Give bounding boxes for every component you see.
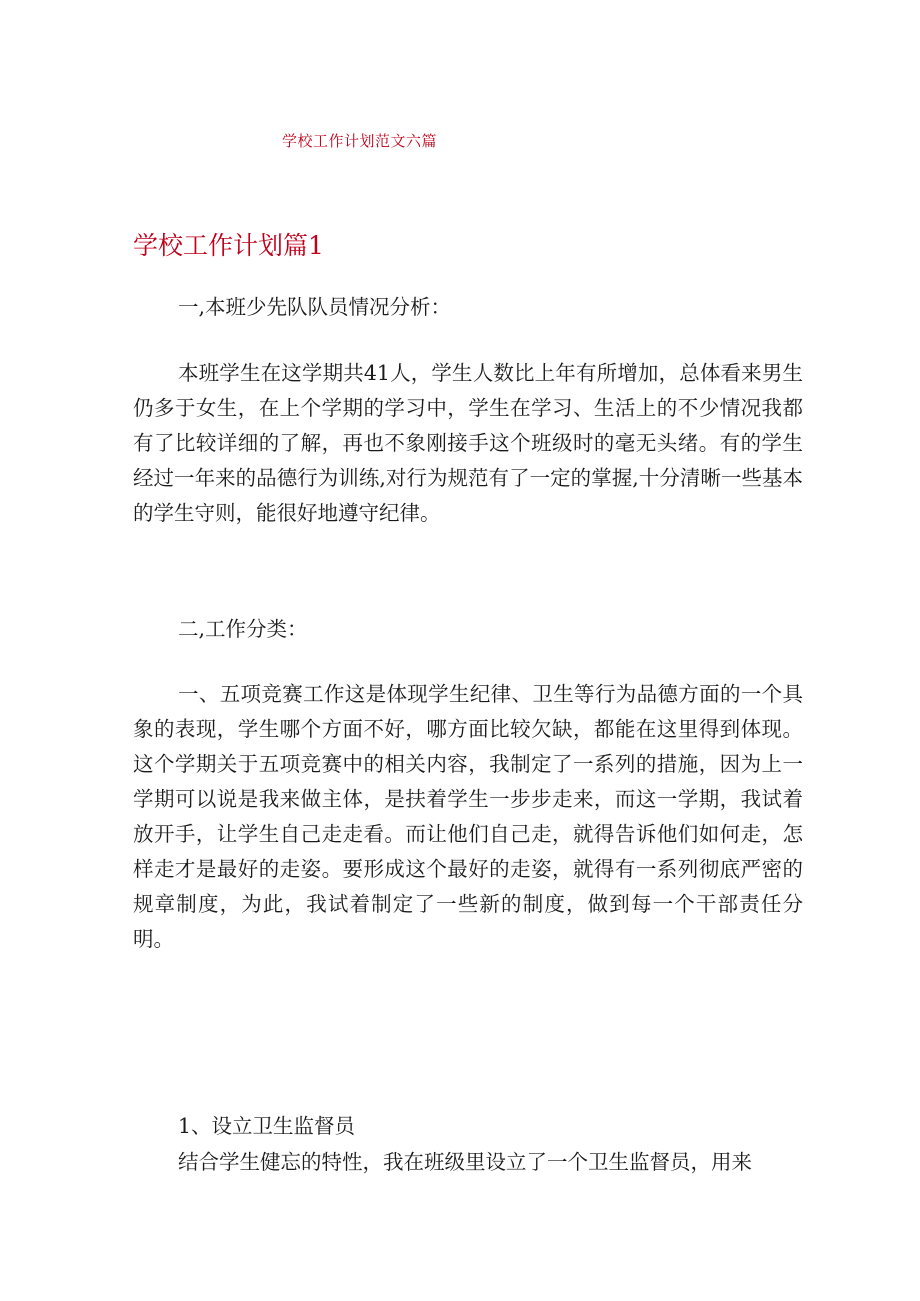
paragraph-class-analysis-heading: 一,本班少先队队员情况分析： bbox=[178, 295, 452, 319]
paragraph-class-analysis: 本班学生在这学期共41人，学生人数比上年有所增加，总体看来男生仍多于女生，在上个学期的学习中，学生在学习、生活上的不少情况我都有了比较详细的了解，再也不象刚接手这个班级时的毫无头绪。有的学生经过一年来的品德行为训练,对行为规范有了一定的掌握,十分清晰一些基本的学生守则，能很好地遵守纪律。 bbox=[133, 361, 803, 525]
paragraph-hygiene-supervisor: 结合学生健忘的特性，我在班级里设立了一个卫生监督员，用来 bbox=[178, 1150, 752, 1174]
paragraph-work-classification-heading: 二,工作分类： bbox=[178, 617, 308, 641]
paragraph-hygiene-supervisor-heading: 1、设立卫生监督员 bbox=[178, 1114, 356, 1138]
document-title: 学校工作计划范文六篇 bbox=[282, 132, 438, 150]
section-heading: 学校工作计划篇1 bbox=[133, 231, 324, 260]
paragraph-five-competitions: 一、五项竞赛工作这是体现学生纪律、卫生等行为品德方面的一个具象的表现，学生哪个方面不好，哪方面比较欠缺，都能在这里得到体现。这个学期关于五项竞赛中的相关内容，我制定了一系列的措施，因为上一学期可以说是我来做主体，是扶着学生一步步走来，而这一学期，我试着放开手，让学生自己走走看。而让他们自己走，就得告诉他们如何走，怎样走才是最好的走姿。要形成这个最好的走姿，就得有一系列彻底严密的规章制度，为此，我试着制定了一些新的制度，做到每一个干部责任分明。 bbox=[133, 682, 803, 951]
